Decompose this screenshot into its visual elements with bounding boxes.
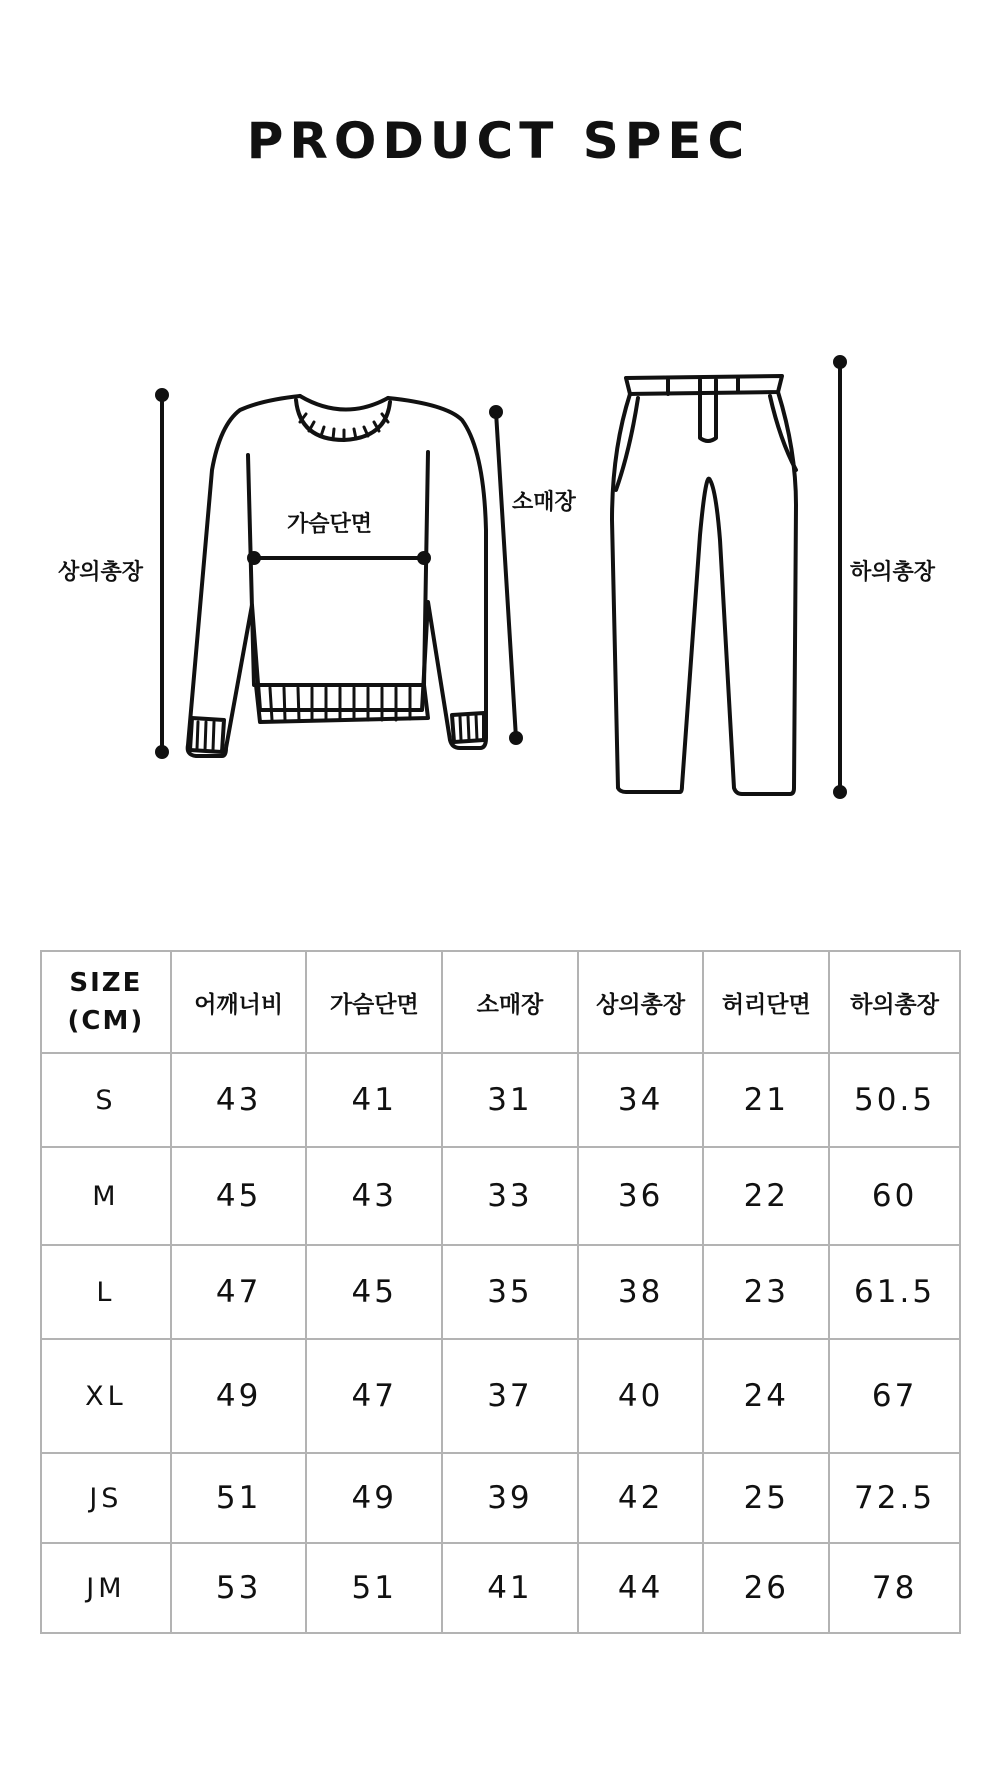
sleeve-cell: 35: [442, 1245, 578, 1339]
top-length-cell: 36: [578, 1147, 704, 1245]
sleeve-cell: 41: [442, 1543, 578, 1633]
bottom-length-cell: 60: [829, 1147, 960, 1245]
shoulder-cell: 51: [171, 1453, 307, 1543]
header-size-line1: SIZE: [69, 968, 143, 998]
waist-cell: 26: [703, 1543, 829, 1633]
chest-cell: 43: [306, 1147, 442, 1245]
shoulder-cell: 43: [171, 1053, 307, 1147]
waist-cell: 21: [703, 1053, 829, 1147]
table-row: [41, 1245, 960, 1339]
waist-cell: 24: [703, 1339, 829, 1453]
sweater-icon: [188, 396, 486, 756]
shoulder-cell: 47: [171, 1245, 307, 1339]
top-length-label: 상의총장: [58, 560, 144, 585]
top-length-cell: 38: [578, 1245, 704, 1339]
shoulder-cell: 49: [171, 1339, 307, 1453]
waist-cell: 23: [703, 1245, 829, 1339]
waist-cell: 25: [703, 1453, 829, 1543]
bottom-length-cell: 78: [829, 1543, 960, 1633]
size-table: [40, 950, 961, 1634]
header-size: [41, 951, 171, 1053]
sleeve-cell: 37: [442, 1339, 578, 1453]
table-row: [41, 1147, 960, 1245]
chest-cell: 41: [306, 1053, 442, 1147]
sleeve-cell: 33: [442, 1147, 578, 1245]
chest-measure-line: [249, 553, 429, 563]
bottom-length-cell: 61.5: [829, 1245, 960, 1339]
top-length-cell: 34: [578, 1053, 704, 1147]
sleeve-cell: 31: [442, 1053, 578, 1147]
page-title: PRODUCT SPEC: [246, 112, 751, 170]
bottom-length-cell: 72.5: [829, 1453, 960, 1543]
header-top-length: 상의총장: [578, 951, 704, 1053]
header-shoulder: 어깨너비: [171, 951, 307, 1053]
table-row: [41, 1053, 960, 1147]
sleeve-cell: 39: [442, 1453, 578, 1543]
bottom-length-label: 하의총장: [850, 560, 936, 585]
top-length-measure-line: [157, 390, 167, 757]
top-length-cell: 44: [578, 1543, 704, 1633]
size-cell: M: [41, 1147, 171, 1245]
size-cell: S: [41, 1053, 171, 1147]
chest-cell: 49: [306, 1453, 442, 1543]
chest-cell: 45: [306, 1245, 442, 1339]
header-chest: 가슴단면: [306, 951, 442, 1053]
sleeve-measure-line: [491, 407, 521, 743]
waist-cell: 22: [703, 1147, 829, 1245]
size-cell: XL: [41, 1339, 171, 1453]
sleeve-label: 소매장: [512, 490, 576, 515]
header-waist: 허리단면: [703, 951, 829, 1053]
top-length-cell: 40: [578, 1339, 704, 1453]
chest-cell: 51: [306, 1543, 442, 1633]
table-row: [41, 1453, 960, 1543]
pants-icon: [612, 376, 796, 794]
size-cell: JM: [41, 1543, 171, 1633]
chest-label: 가슴단면: [287, 512, 373, 537]
chest-cell: 47: [306, 1339, 442, 1453]
table-row: [41, 1339, 960, 1453]
bottom-length-measure-line: [835, 357, 845, 797]
header-sleeve: 소매장: [442, 951, 578, 1053]
table-header-row: [41, 951, 960, 1053]
bottom-length-cell: 50.5: [829, 1053, 960, 1147]
garment-illustration: [0, 340, 997, 820]
size-cell: L: [41, 1245, 171, 1339]
shoulder-cell: 53: [171, 1543, 307, 1633]
garment-diagram: [0, 340, 997, 820]
shoulder-cell: 45: [171, 1147, 307, 1245]
table-row: [41, 1543, 960, 1633]
top-length-cell: 42: [578, 1453, 704, 1543]
header-size-line2: (CM): [67, 1006, 145, 1036]
header-bottom-length: 하의총장: [829, 951, 960, 1053]
size-cell: JS: [41, 1453, 171, 1543]
bottom-length-cell: 67: [829, 1339, 960, 1453]
